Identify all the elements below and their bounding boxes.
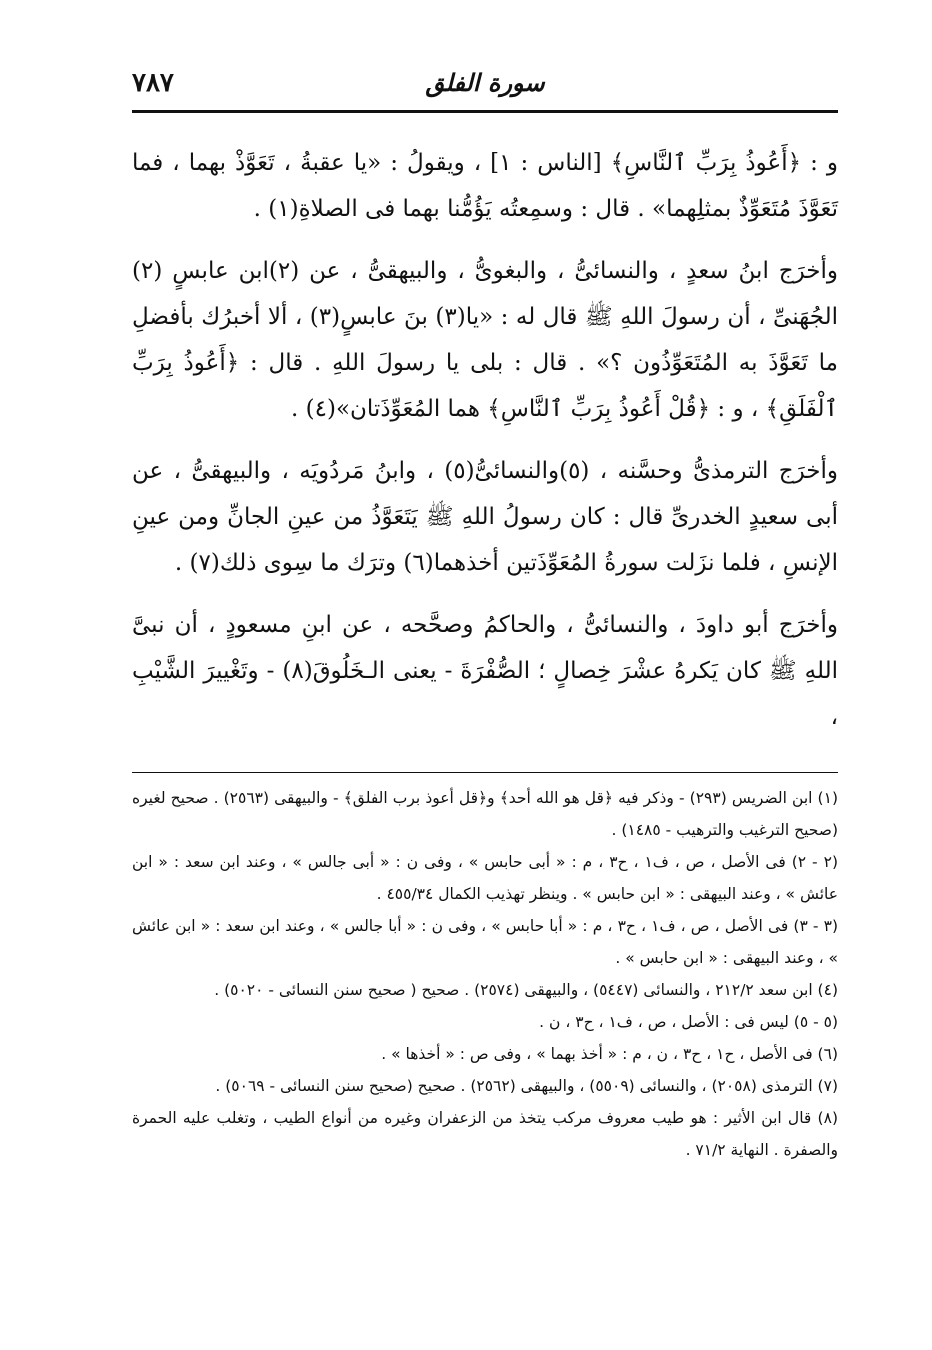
page-header [132, 62, 838, 106]
paragraph: وأخرَج الترمذىُّ وحسَّنه ، (٥)والنسائىُّ(٥) ، وابنُ مَردُويَه ، والبيهقىُّ ، عن أبى سعيدٍ الخدرىِّ قال : كان رسولُ اللهِ ﷺ يَتَعَوَّذُ من عينِ الجانِّ ومن عينِ الإنسِ ، فلما نزَلت سورةُ المُعَوِّذَتين أخذهما(٦) وترَك ما سِوى ذلك(٧) . [132, 458, 838, 576]
header-rule [132, 110, 838, 113]
main-text [132, 140, 838, 756]
paragraph: و : ﴿أَعُوذُ بِرَبِّ ٱلنَّاسِ﴾ [الناس : ١] ، ويقولُ : «يا عقبةُ ، تَعَوَّذْ بهما ، فما تَعَوَّذَ مُتَعَوِّذٌ بمثلِهما» . قال : وسمِعتُه يَؤُمُّنا بهما فى الصلاةِ(١) . [132, 150, 838, 222]
footnote-rule [132, 772, 838, 773]
footnotes [132, 782, 838, 1166]
footnote: (٧) الترمذى (٢٠٥٨) ، والنسائى (٥٥٠٩) ، والبيهقى (٢٥٦٢) . صحيح (صحيح سنن النسائى - ٥٠٦٩) . [215, 1077, 838, 1095]
footnote: (٥ - ٥) ليس فى : الأصل ، ص ، ف١ ، ح٣ ، ن . [539, 1013, 838, 1031]
paragraph: وأخرَج ابنُ سعدٍ ، والنسائىُّ ، والبغوىُّ ، والبيهقىُّ ، عن (٢)ابن عابسٍ (٢) الجُهَنىِّ ، أن رسولَ اللهِ ﷺ قال له : «يا(٣) بنَ عابسٍ(٣) ، ألا أخبرُك بأفضلِ ما تَعَوَّذَ به المُتَعَوِّذُون ؟» . قال : بلى يا رسولَ اللهِ . قال : ﴿أَعُوذُ بِرَبِّ ٱلْفَلَقِ﴾ ، و : ﴿قُلْ أَعُوذُ بِرَبِّ ٱلنَّاسِ﴾ هما المُعَوِّذَتان»(٤) . [132, 258, 838, 422]
footnote: (١) ابن الضريس (٢٩٣) - وذكر فيه ﴿قل هو الله أحد﴾ و﴿قل أعوذ برب الفلق﴾ - والبيهقى (٢٥٦٣) . صحيح لغيره (صحيح الترغيب والترهيب - ١٤٨٥) . [132, 789, 838, 839]
footnote: (٨) قال ابن الأثير : هو طيب معروف مركب يتخذ من الزعفران وغيره من أنواع الطيب ، وتغلب عليه الحمرة والصفرة . النهاية ٧١/٢ . [132, 1109, 838, 1159]
footnote: (٣ - ٣) فى الأصل ، ص ، ف١ ، ح٣ ، م : « أبا حابس » ، وفى ن : « أبا جالس » ، وعند ابن سعد : « ابن عائش » ، وعند البيهقى : « ابن حابس » . [132, 917, 839, 967]
running-title: سورة الفلق [425, 68, 545, 97]
paragraph: وأخرَج أبو داودَ ، والنسائىُّ ، والحاكمُ وصحَّحه ، عن ابنِ مسعودٍ ، أن نبىَّ اللهِ ﷺ كان يَكرهُ عشْرَ خِصالٍ ؛ الصُّفْرَةَ - يعنى الـخَلُوقَ(٨) - وتَغْييرَ الشَّيْبِ ، [132, 612, 839, 730]
footnote: (٢ - ٢) فى الأصل ، ص ، ف١ ، ح٣ ، م : « أبى حابس » ، وفى ن : « أبى جالس » ، وعند ابن سعد : « ابن عائش » ، وعند البيهقى : « ابن حابس » . وينظر تهذيب الكمال ٤٥٥/٣٤ . [132, 853, 838, 903]
footnote: (٦) فى الأصل ، ح١ ، ح٣ ، ن ، م : « أخذ بهما » ، وفى ص : « أخذها » . [381, 1045, 838, 1063]
footnote: (٤) ابن سعد ٢١٢/٢ ، والنسائى (٥٤٤٧) ، والبيهقى (٢٥٧٤) . صحيح ( صحيح سنن النسائى - ٥٠٢٠) . [214, 981, 838, 999]
page-number: ٧٨٧ [132, 68, 174, 98]
